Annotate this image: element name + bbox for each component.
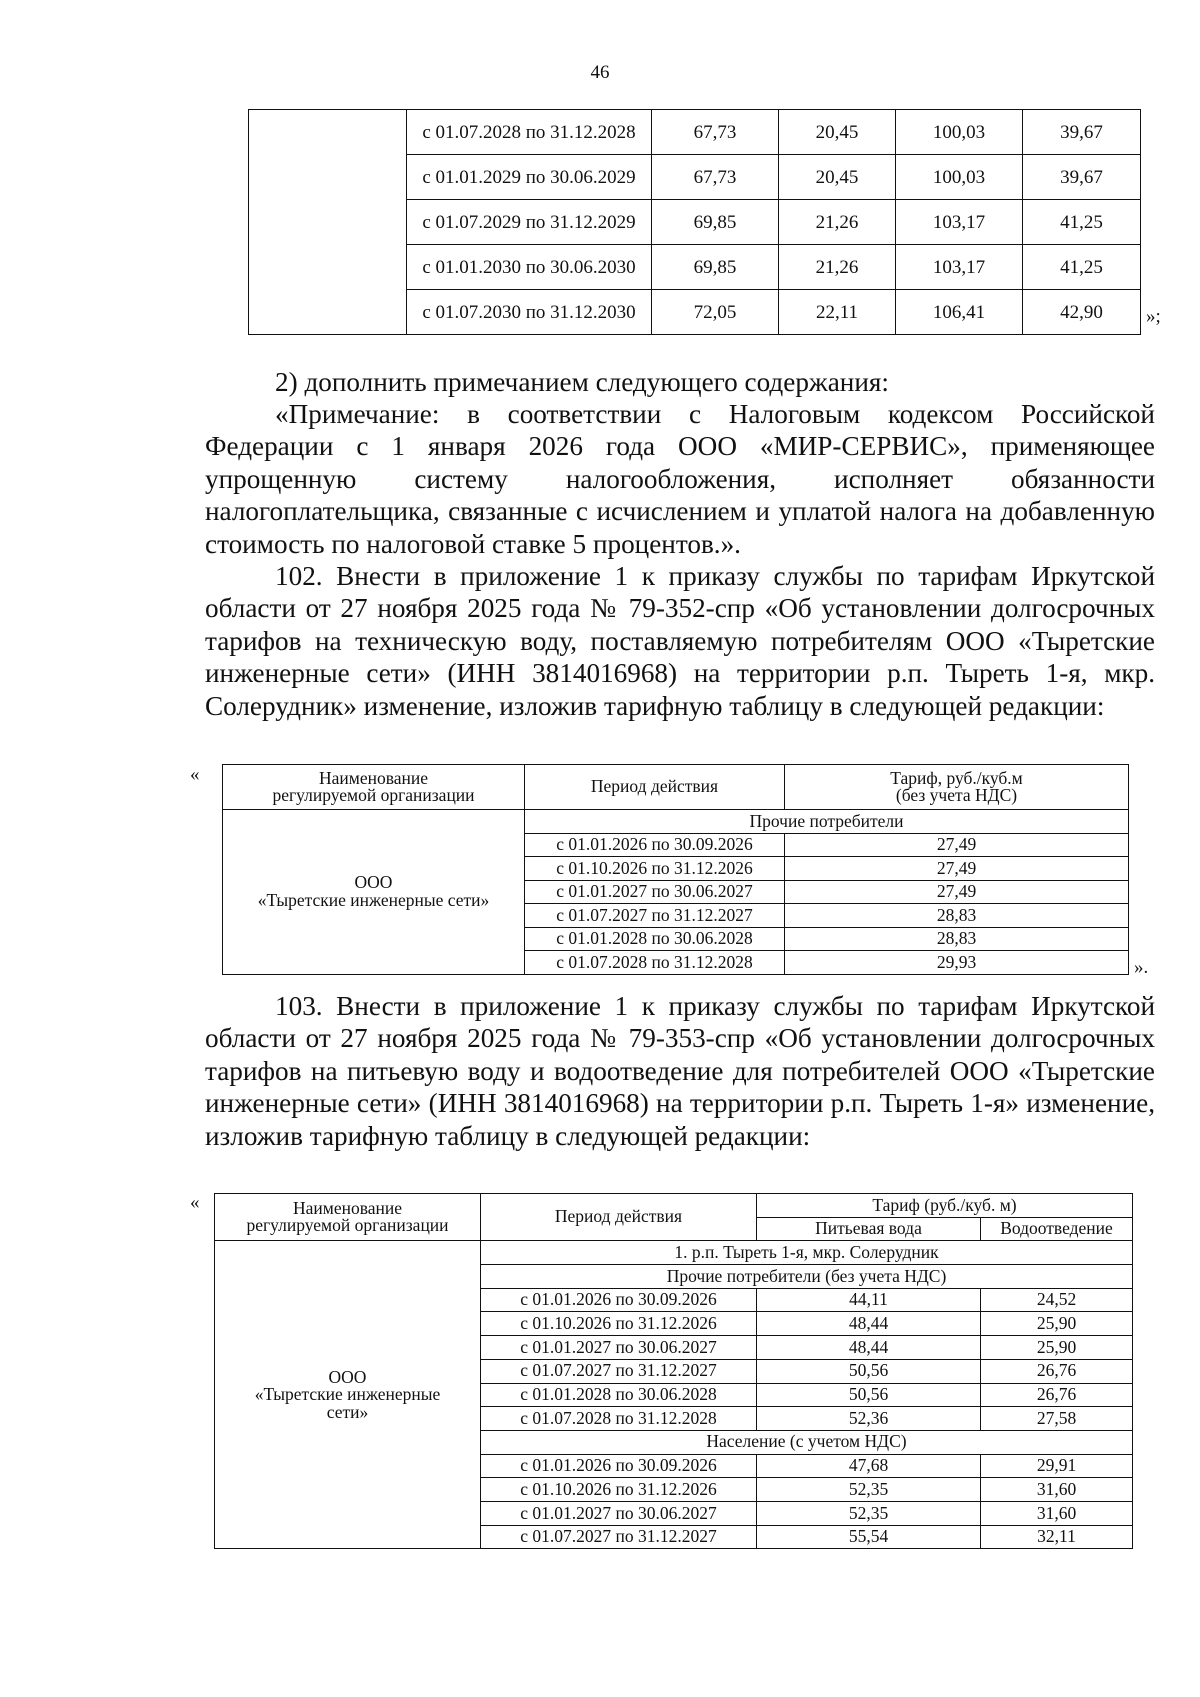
value-cell: 100,03 — [896, 110, 1023, 155]
group-label: Прочие потребители (без учета НДС) — [481, 1265, 1133, 1289]
period-cell: с 01.10.2026 по 31.12.2026 — [481, 1478, 757, 1502]
value-cell: 100,03 — [896, 155, 1023, 200]
period-cell: с 01.07.2029 по 31.12.2029 — [407, 200, 652, 245]
territory-label: 1. р.п. Тыреть 1-я, мкр. Солерудник — [481, 1241, 1133, 1265]
header-drinking-water: Питьевая вода — [757, 1217, 981, 1241]
value-cell: 103,17 — [896, 200, 1023, 245]
header-tariff: Тариф (руб./куб. м) — [757, 1194, 1133, 1218]
period-cell: с 01.01.2027 по 30.06.2027 — [481, 1336, 757, 1360]
table-row — [249, 110, 1141, 155]
tariff-table-continuation — [248, 109, 1141, 335]
period-cell: с 01.01.2026 по 30.09.2026 — [525, 833, 785, 857]
org-name: ООО «Тыретские инженерные сети» — [215, 1241, 481, 1549]
drinking-water-cell: 55,54 — [757, 1525, 981, 1549]
value-cell: 41,25 — [1023, 200, 1141, 245]
period-cell: с 01.07.2027 по 31.12.2027 — [481, 1525, 757, 1549]
period-cell: с 01.01.2027 по 30.06.2027 — [481, 1501, 757, 1525]
org-name: ООО «Тыретские инженерные сети» — [223, 810, 525, 975]
value-cell: 42,90 — [1023, 290, 1141, 335]
sewerage-cell: 25,90 — [981, 1336, 1133, 1360]
value-cell: 69,85 — [652, 245, 779, 290]
drinking-water-cell: 52,35 — [757, 1501, 981, 1525]
period-cell: с 01.07.2027 по 31.12.2027 — [481, 1359, 757, 1383]
value-cell: 67,73 — [652, 110, 779, 155]
sewerage-cell: 32,11 — [981, 1525, 1133, 1549]
value-cell: 20,45 — [779, 110, 896, 155]
period-cell: с 01.01.2029 по 30.06.2029 — [407, 155, 652, 200]
period-cell: с 01.07.2027 по 31.12.2027 — [525, 904, 785, 928]
value-cell: 72,05 — [652, 290, 779, 335]
value-cell: 103,17 — [896, 245, 1023, 290]
period-cell: с 01.07.2028 по 31.12.2028 — [407, 110, 652, 155]
value-cell: 22,11 — [779, 290, 896, 335]
header-tariff: Тариф, руб./куб.м (без учета НДС) — [785, 765, 1129, 810]
empty-org-cell — [249, 110, 407, 335]
header-org: Наименование регулируемой организации — [215, 1194, 481, 1241]
value-cell: 21,26 — [779, 245, 896, 290]
sewerage-cell: 31,60 — [981, 1501, 1133, 1525]
header-period: Период действия — [525, 765, 785, 810]
sewerage-cell: 27,58 — [981, 1407, 1133, 1431]
sewerage-cell: 31,60 — [981, 1478, 1133, 1502]
drinking-water-cell: 50,56 — [757, 1383, 981, 1407]
period-cell: с 01.07.2030 по 31.12.2030 — [407, 290, 652, 335]
tariff-cell: 27,49 — [785, 833, 1129, 857]
drinking-water-tariff-table — [214, 1193, 1133, 1549]
header-org: Наименование регулируемой организации — [223, 765, 525, 810]
drinking-water-cell: 48,44 — [757, 1312, 981, 1336]
drinking-water-cell: 52,35 — [757, 1478, 981, 1502]
drinking-water-cell: 47,68 — [757, 1454, 981, 1478]
table1-closing-mark: »; — [1146, 306, 1161, 327]
paragraph-note-intro: 2) дополнить примечанием следующего содержания: — [275, 367, 889, 397]
table2-closing-mark: ». — [1134, 957, 1149, 978]
period-cell: с 01.07.2028 по 31.12.2028 — [481, 1407, 757, 1431]
value-cell: 20,45 — [779, 155, 896, 200]
period-cell: с 01.01.2026 по 30.09.2026 — [481, 1454, 757, 1478]
tariff-cell: 27,49 — [785, 880, 1129, 904]
sewerage-cell: 25,90 — [981, 1312, 1133, 1336]
value-cell: 39,67 — [1023, 155, 1141, 200]
value-cell: 21,26 — [779, 200, 896, 245]
tariff-cell: 27,49 — [785, 857, 1129, 881]
tariff-cell: 28,83 — [785, 927, 1129, 951]
paragraph-102: 102. Внести в приложение 1 к приказу службы по тарифам Иркутской области от 27 ноября 2025 года № 79-352-спр «Об установлении долгосрочных тарифов на техническую воду, поставляемую потребителям ООО «Тыретские инженерные сети» (ИНН 3814016968) на территории р.п. Тыреть 1-я, мкр. Солерудник» изменение, изложив тарифную таблицу в следующей редакции: — [205, 561, 1155, 721]
value-cell: 67,73 — [652, 155, 779, 200]
group-label: Население (с учетом НДС) — [481, 1430, 1133, 1454]
period-cell: с 01.01.2027 по 30.06.2027 — [525, 880, 785, 904]
period-cell: с 01.01.2026 по 30.09.2026 — [481, 1288, 757, 1312]
drinking-water-cell: 50,56 — [757, 1359, 981, 1383]
sewerage-cell: 24,52 — [981, 1288, 1133, 1312]
header-period: Период действия — [481, 1194, 757, 1241]
value-cell: 69,85 — [652, 200, 779, 245]
period-cell: с 01.01.2028 по 30.06.2028 — [481, 1383, 757, 1407]
page-number: 46 — [590, 62, 610, 83]
drinking-water-cell: 48,44 — [757, 1336, 981, 1360]
period-cell: с 01.01.2028 по 30.06.2028 — [525, 927, 785, 951]
paragraph-103: 103. Внести в приложение 1 к приказу службы по тарифам Иркутской области от 27 ноября 2025 года № 79-353-спр «Об установлении долгосрочных тарифов на питьевую воду и водоотведение для потребителей ООО «Тыретские инженерные сети» (ИНН 3814016968) на территории р.п. Тыреть 1-я» изменение, изложив тарифную таблицу в следующей редакции: — [205, 991, 1155, 1151]
drinking-water-cell: 44,11 — [757, 1288, 981, 1312]
technical-water-tariff-table — [222, 764, 1129, 975]
value-cell: 41,25 — [1023, 245, 1141, 290]
value-cell: 39,67 — [1023, 110, 1141, 155]
value-cell: 106,41 — [896, 290, 1023, 335]
header-sewerage: Водоотведение — [981, 1217, 1133, 1241]
sewerage-cell: 26,76 — [981, 1359, 1133, 1383]
period-cell: с 01.07.2028 по 31.12.2028 — [525, 951, 785, 975]
table3-opening-mark: « — [190, 1192, 200, 1213]
sewerage-cell: 29,91 — [981, 1454, 1133, 1478]
period-cell: с 01.10.2026 по 31.12.2026 — [525, 857, 785, 881]
tariff-cell: 29,93 — [785, 951, 1129, 975]
tariff-cell: 28,83 — [785, 904, 1129, 928]
sewerage-cell: 26,76 — [981, 1383, 1133, 1407]
paragraph-note: «Примечание: в соответствии с Налоговым кодексом Российской Федерации с 1 января 2026 года ООО «МИР-СЕРВИС», применяющее упрощенную систему налогообложения, исполняет обязанности налогоплательщика, связанные с исчислением и уплатой налога на добавленную стоимость по налоговой ставке 5 процентов.». — [205, 399, 1155, 559]
group-label: Прочие потребители — [525, 810, 1129, 834]
period-cell: с 01.10.2026 по 31.12.2026 — [481, 1312, 757, 1336]
table2-opening-mark: « — [190, 764, 200, 785]
drinking-water-cell: 52,36 — [757, 1407, 981, 1431]
period-cell: с 01.01.2030 по 30.06.2030 — [407, 245, 652, 290]
